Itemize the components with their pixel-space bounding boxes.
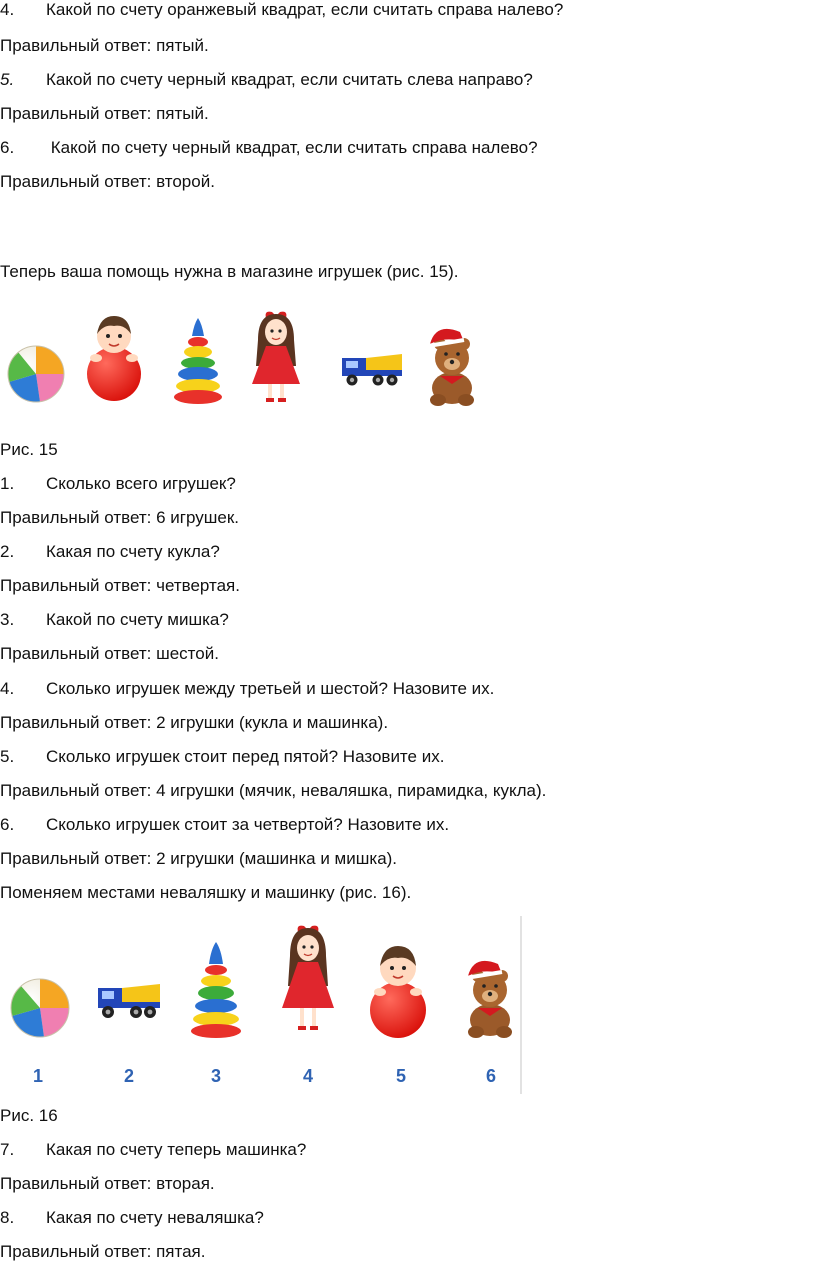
pyramid-icon bbox=[191, 942, 241, 1038]
question-number: 4. bbox=[0, 679, 15, 698]
question-text: Сколько игрушек стоит за четвертой? Назовите их. bbox=[46, 815, 450, 834]
answer-text: Правильный ответ: 4 игрушки (мячик, неваляшка, пирамидка, кукла). bbox=[0, 781, 547, 800]
position-label: 3 bbox=[210, 1066, 222, 1086]
position-label: 2 bbox=[123, 1066, 135, 1086]
question-number: 7. bbox=[0, 1140, 15, 1159]
question-number: 6. bbox=[0, 138, 15, 157]
question-number: 6. bbox=[0, 815, 15, 834]
truck-icon bbox=[342, 354, 402, 386]
swap-text: Поменяем местами неваляшку и машинку (рис. 16). bbox=[0, 883, 412, 902]
answer-text: Правильный ответ: пятый. bbox=[0, 104, 209, 123]
figure-caption: Рис. 15 bbox=[0, 440, 58, 459]
answer-text: Правильный ответ: 2 игрушки (машинка и мишка). bbox=[0, 849, 398, 868]
roly-poly-icon bbox=[370, 946, 426, 1038]
question-text: Сколько игрушек между третьей и шестой? Назовите их. bbox=[46, 679, 495, 698]
figure-15 bbox=[0, 296, 520, 416]
position-label: 1 bbox=[32, 1066, 44, 1086]
question-text: Какой по счету мишка? bbox=[46, 610, 229, 629]
question-number: 5. bbox=[0, 70, 15, 89]
answer-text: Правильный ответ: четвертая. bbox=[0, 576, 240, 595]
doll-icon bbox=[252, 312, 300, 402]
answer-text: Правильный ответ: второй. bbox=[0, 172, 215, 191]
answer-text: Правильный ответ: шестой. bbox=[0, 644, 219, 663]
position-label: 4 bbox=[302, 1066, 314, 1086]
question-text: Какая по счету теперь машинка? bbox=[46, 1140, 307, 1159]
answer-text: Правильный ответ: 2 игрушки (кукла и машинка). bbox=[0, 713, 389, 732]
ball-icon bbox=[11, 979, 69, 1037]
roly-poly-icon bbox=[87, 316, 141, 401]
teddy-bear-icon bbox=[460, 961, 512, 1038]
intro-text: Теперь ваша помощь нужна в магазине игрушек (рис. 15). bbox=[0, 262, 459, 281]
question-text: Сколько игрушек стоит перед пятой? Назовите их. bbox=[46, 747, 445, 766]
figure-caption: Рис. 16 bbox=[0, 1106, 58, 1125]
answer-text: Правильный ответ: вторая. bbox=[0, 1174, 215, 1193]
truck-icon bbox=[98, 984, 160, 1018]
question-text: Какая по счету кукла? bbox=[46, 542, 220, 561]
question-text: Какой по счету черный квадрат, если считать справа налево? bbox=[46, 138, 538, 157]
answer-text: Правильный ответ: пятый. bbox=[0, 36, 209, 55]
figure-16 bbox=[0, 916, 524, 1094]
position-label: 6 bbox=[485, 1066, 497, 1086]
question-number: 4. bbox=[0, 0, 15, 19]
question-number: 1. bbox=[0, 474, 15, 493]
question-text: Какая по счету неваляшка? bbox=[46, 1208, 264, 1227]
question-text: Сколько всего игрушек? bbox=[46, 474, 236, 493]
position-label: 5 bbox=[395, 1066, 407, 1086]
ball-icon bbox=[8, 346, 64, 402]
teddy-bear-icon bbox=[422, 329, 474, 406]
question-number: 3. bbox=[0, 610, 15, 629]
answer-text: Правильный ответ: 6 игрушек. bbox=[0, 508, 239, 527]
question-number: 2. bbox=[0, 542, 15, 561]
pyramid-icon bbox=[174, 318, 222, 404]
question-text: Какой по счету оранжевый квадрат, если считать справа налево? bbox=[46, 0, 564, 19]
question-text: Какой по счету черный квадрат, если считать слева направо? bbox=[46, 70, 533, 89]
question-number: 5. bbox=[0, 747, 15, 766]
question-number: 8. bbox=[0, 1208, 15, 1227]
answer-text: Правильный ответ: пятая. bbox=[0, 1242, 206, 1261]
doll-icon bbox=[282, 926, 334, 1030]
